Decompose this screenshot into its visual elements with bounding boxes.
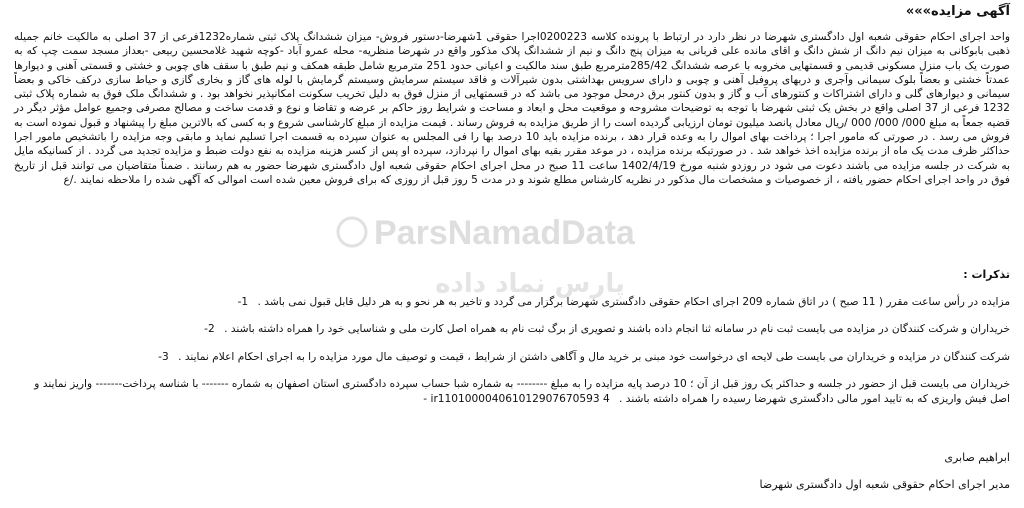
note-item xyxy=(14,295,1010,310)
note-text: خریداران می بایست قبل از حضور در جلسه و حداکثر یک روز قبل از آن ؛ 10 درصد پایه مزایده را به مبلغ -------- به شماره شبا حساب سپرده دادگستری استان اصفهان به شماره ------- با شناسه پرداخت------- واریز نمایند و اصل فیش واریزی که به تایید امور مالی دادگستری شهرضا رسیده را همراه داشته باشند . ir110100004061012907670593 xyxy=(34,378,1010,405)
note-item xyxy=(14,350,1010,365)
signatory-title: مدیر اجرای احکام حقوقی شعبه اول دادگستری شهرضا xyxy=(759,478,1010,491)
note-text: شرکت کنندگان در مزایده و خریداران می بایست طی لایحه ای درخواست خود مبنی بر خرید مال و آگاهی داشتن از شرایط ، قیمت و توصیف مال مورد مزایده را به اجرای احکام اعلام نمایند . xyxy=(178,351,1010,363)
notes-heading: تذکرات : xyxy=(963,268,1010,281)
note-text: مزایده در رأس ساعت مقرر ( 11 صبح ) در اتاق شماره 209 اجرای احکام حقوقی دادگستری شهرضا برگزار می گردد و تاخیر به هر نحو و به هر دلیل قابل قبول نمی باشد . xyxy=(257,296,1010,308)
notice-title: آگهی مزایده»»» xyxy=(905,4,1010,19)
watermark-text: ParsNamadData xyxy=(374,214,635,252)
note-text: خریداران و شرکت کنندگان در مزایده می بایست ثبت نام در سامانه ثنا انجام داده باشند و تصویری از برگ ثبت نام به همراه اصل کارت ملی و شناسایی خود را همراه داشته باشند . xyxy=(224,323,1010,335)
note-item xyxy=(14,322,1010,337)
note-number: 4 - xyxy=(423,392,610,405)
note-item xyxy=(14,377,1010,406)
signatory-name: ابراهیم صابری xyxy=(944,451,1010,464)
note-number: 3- xyxy=(158,351,169,363)
watermark-subtext: پارس نماد داده xyxy=(435,269,625,299)
note-number: 2- xyxy=(204,323,215,335)
notice-body: واحد اجرای احکام حقوقی شعبه اول دادگستری شهرضا در نظر دارد در ارتباط با پرونده کلاسه 0200223اجرا حقوقی 1شهرضا-دستور فروش- میزان ششدانگ پلاک ثبتی شماره1232فرعی از 37 اصلی به مالکیت خانم جمیله ذهبی بابوکانی به میزان نیم دانگ از شش دانگ و اقای مانده علی قربانی به میزان پنج دانگ و نیم از ششدانگ پلاک مذکور واقع در شهرضا منظریه- محله عمرو آباد -کوچه شهید غلامحسین ربیعی -بعداز مسجد سمت چپ که به صورت یک باب منزل مسکونی قدیمی و قسمتهایی مخروبه با عرصه ششدانگ 285/42مترمربع طبق سند مالکیت و اعیانی حدود 251 مترمربع شامل طبقه همکف و نیم طبق با سقف های چوبی و خشتی و قسمتی آهنی و دیوارها عمدتاً خشتی و بعضاً بلوک سیمانی وآجری و دربهای پروفیل آهنی و چوبی و دارای سرویس بهداشتی بدون شیرآلات و فاقد سیستم سرمایش وسیستم گرمایش با لوله های گاز و بخاری گازی و حیاط سازی درکف خاکی و بعضاً سیمانی و دیوارهای گلی و دارای اشتراکات و کنتورهای آب و گاز و بدون کنتور برق درمحل موجود می باشد که در قسمتهایی از منزل فوق به دلیل تخریب سکونت امکانپذیر نخواهد بود . و ششدانگ ملک فوق به شماره پلاک ثبتی 1232 فرعی از 37 اصلی واقع در بخش یک ثبتی شهرضا با توجه به توضیحات مشروحه و موقعیت محل و ابعاد و مساحت و شرایط روز حاکم بر عرضه و تقاضا و نوع و قدمت ساخت و مصالح مصرفی وجمیع عوامل مؤثر دیگر در قضیه جمعاً به مبلغ 000/ 000/ 000 /ریال معادل پانصد میلیون تومان ارزیابی گردیده است را از طریق مزایده به فروش رساند . قیمت مزایده از مبلغ کارشناسی شروع و به کسی که بالاترین مبلغ را پیشنهاد و قبول نموده است به فروش می رسد . در صورتی که مامور اجرا ؛ پرداخت بهای اموال را به وعده قرار دهد ، برنده مزایده باید 10 درصد بها را فی المجلس به عنوان سپرده به قسمت اجرا تسلیم نماید و مابقی وجه مزایده را باتشخیص مامور اجرا حداکثر ظرف مدت یک ماه از برنده مزایده اخذ خواهد شد . در صورتیکه برنده مزایده ، در موعد مقرر بقیه بهای اموال را نپردازد، سپرده او پس از کسر هزینه مزایده به نفع دولت ضبط و مزایده تجدید می گردد . از کسانیکه مایل به شرکت در جلسه مزایده می باشند دعوت می شود در روزدو شنبه مورخ 1402/4/19 ساعت 11 صبح در محل اجرای احکام حقوقی شعبه اول دادگستری شهرضا حضور به هم رسانند . ضمناً متقاضیان می توانند قبل از تاریخ فوق در واحد اجرای احکام حضور یافته ، از خصوصیات و مشخصات مال مذکور در نظریه کارشناس مطلع شوند و در مدت 5 روز قبل از روزی که برای فروش معین شده است اموالی که آگهی شده را ملاحظه نمایند ./ع xyxy=(14,31,1010,186)
note-number: 1- xyxy=(237,296,249,308)
